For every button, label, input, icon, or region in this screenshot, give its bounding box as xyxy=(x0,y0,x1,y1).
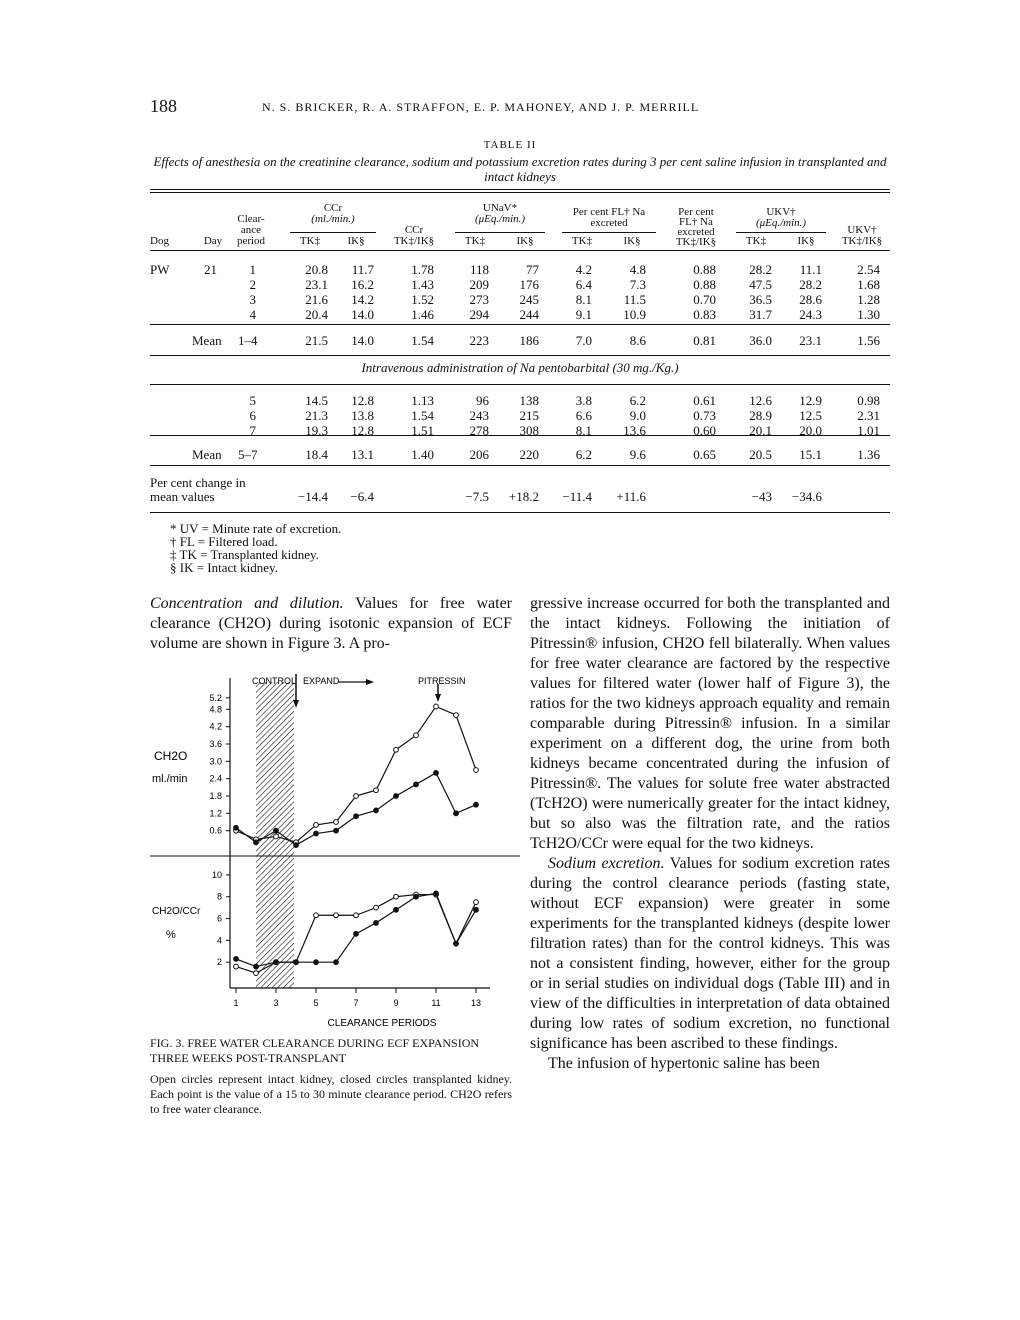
cell-una-ik: 215 xyxy=(519,408,539,423)
table-top-rule xyxy=(150,189,890,190)
cell-fl-ik: 8.6 xyxy=(629,333,646,348)
header-ukv-unit: (μEq./min.) xyxy=(755,217,807,229)
cell-una-tk: 96 xyxy=(476,393,489,408)
x-tick-label: 7 xyxy=(353,998,359,1008)
header-una-tk: TK‡ xyxy=(464,235,486,247)
table-rule-group1 xyxy=(150,324,890,325)
bottom-ylabel-2: % xyxy=(166,929,176,941)
right-paragraph-2-text: Values for sodium excretion rates during the control clearance periods (fasting state, without ECF expansion) were greater in some experiments for the transplanted kidneys (despite lower filtration rates) than for the control kidneys. This was not a consistent finding, however, either for the group or in serial studies on individual dogs (Table III) and in view of the difficulties in interpretation of data obtained during low rates of sodium excretion, no functional significance has been ascribed to these findings. xyxy=(530,855,890,1052)
table-rule-mean2 xyxy=(150,465,890,466)
cell-fl-ratio: 0.60 xyxy=(693,423,716,438)
cell-ukv-ratio: 1.01 xyxy=(857,423,880,438)
cell-period: 7 xyxy=(249,423,256,438)
bottom-point-transplanted xyxy=(274,960,279,965)
cell-ukv-tk: 28.9 xyxy=(749,408,772,423)
cell-ukv-ik: 24.3 xyxy=(799,307,822,322)
cell-fl-tk: 3.8 xyxy=(575,393,592,408)
right-text xyxy=(530,594,890,1074)
y-tick-label: 4.8 xyxy=(209,704,222,715)
cell-ukv-ratio: 1.28 xyxy=(857,292,880,307)
header-ccr-ratio-bottom: TK‡/IK§ xyxy=(393,235,435,247)
bottom-point-transplanted xyxy=(254,964,259,969)
cell-ccr-tk: 14.5 xyxy=(305,393,328,408)
cell-ukv-ik: 28.2 xyxy=(799,277,822,292)
cell-ukv-tk: 36.5 xyxy=(749,292,772,307)
top-point-transplanted xyxy=(354,814,359,819)
y-tick-label: 2.4 xyxy=(209,773,222,784)
figure-caption-title: FIG. 3. FREE WATER CLEARANCE DURING ECF EXPANSION THREE WEEKS POST-TRANSPLANT xyxy=(150,1036,480,1065)
header-ukv: UKV† xyxy=(766,206,796,218)
top-point-intact xyxy=(454,713,459,718)
top-point-transplanted xyxy=(234,825,239,830)
table-rule-iv xyxy=(150,384,890,385)
top-point-transplanted xyxy=(454,811,459,816)
pct-change-label-1: Per cent change in xyxy=(150,475,246,490)
top-ylabel-2: ml./min xyxy=(152,773,188,785)
top-point-transplanted xyxy=(334,828,339,833)
cell-period: 4 xyxy=(249,307,256,322)
figure-caption xyxy=(150,1036,512,1117)
header-period-3: period xyxy=(236,235,266,247)
x-tick-label: 5 xyxy=(313,998,319,1008)
cell-fl-ratio: 0.83 xyxy=(693,307,716,322)
right-paragraph-3: The infusion of hypertonic saline has been xyxy=(548,1055,820,1072)
y-tick-label: 2 xyxy=(216,957,222,968)
cell-ukv-ratio: 1.30 xyxy=(857,307,880,322)
footnote-tk: ‡ TK = Transplanted kidney. xyxy=(170,547,319,562)
cell-fl-ik: 13.6 xyxy=(623,423,646,438)
cell-fl-ik: 9.0 xyxy=(629,408,646,423)
cell-ukv-ratio: 1.56 xyxy=(857,333,880,348)
cell-una-tk: −7.5 xyxy=(465,489,489,504)
mean-range: 1–4 xyxy=(238,333,258,348)
header-pctratio: Per cent xyxy=(678,206,714,218)
bottom-point-intact xyxy=(394,894,399,899)
cell-fl-ratio: 0.61 xyxy=(693,393,716,408)
top-point-intact xyxy=(414,733,419,738)
header-pctfl-ik: IK§ xyxy=(623,235,641,247)
cell-period: 3 xyxy=(249,292,256,307)
bottom-point-transplanted xyxy=(374,921,379,926)
cell-fl-ratio: 0.73 xyxy=(693,408,716,423)
cell-period: 1 xyxy=(249,262,256,277)
cell-fl-tk: 6.4 xyxy=(575,277,592,292)
mean-label: Mean xyxy=(192,333,222,348)
cell-una-ik: 186 xyxy=(519,333,539,348)
cell-ukv-tk: −43 xyxy=(751,489,772,504)
cell-period: 2 xyxy=(249,277,256,292)
ccr-subrule xyxy=(290,232,376,233)
bottom-point-intact xyxy=(334,913,339,918)
bottom-point-transplanted xyxy=(454,941,459,946)
right-paragraph-2 xyxy=(530,854,890,1054)
cell-ukv-ik: 20.0 xyxy=(799,423,822,438)
ukv-subrule xyxy=(736,232,826,233)
cell-fl-ratio: 0.70 xyxy=(693,292,716,307)
table-rule-mean1 xyxy=(150,355,890,356)
figure-caption-text: Open circles represent intact kidney, closed circles transplanted kidney. Each point is the value of a 15 to 30 minute clearance period. CH2O refers to free water clearance. xyxy=(150,1072,512,1116)
cell-una-ik: +18.2 xyxy=(508,489,539,504)
header-pctratio-2: FL† Na xyxy=(679,216,713,228)
cell-fl-tk: 6.6 xyxy=(575,408,592,423)
cell-ccr-tk: 18.4 xyxy=(305,447,328,462)
x-tick-label: 13 xyxy=(470,998,482,1008)
cell-una-tk: 223 xyxy=(469,333,489,348)
bottom-point-transplanted xyxy=(394,907,399,912)
expand-arrowhead-icon xyxy=(366,679,374,685)
cell-ccr-tk: 20.8 xyxy=(305,262,328,277)
cell-ukv-tk: 36.0 xyxy=(749,333,772,348)
dog-id: PW xyxy=(150,262,170,277)
y-tick-label: 8 xyxy=(216,891,222,902)
x-tick-label: 9 xyxy=(393,998,399,1008)
header-ccr-ratio: CCr xyxy=(404,224,424,236)
table-top-rule-2 xyxy=(150,192,890,193)
cell-ukv-ik: 15.1 xyxy=(799,447,822,462)
una-subrule xyxy=(455,232,545,233)
top-point-intact xyxy=(274,834,279,839)
cell-ccr-ratio: 1.54 xyxy=(411,333,434,348)
header-una-ik: IK§ xyxy=(516,235,534,247)
top-point-transplanted xyxy=(394,794,399,799)
cell-fl-ik: 9.6 xyxy=(629,447,646,462)
cell-ccr-ik: 14.0 xyxy=(351,307,374,322)
bottom-point-transplanted xyxy=(234,957,239,962)
cell-una-ik: 176 xyxy=(519,277,539,292)
cell-una-ik: 308 xyxy=(519,423,539,438)
header-una-unit: (μEq./min.) xyxy=(474,213,526,225)
header-ukv-tk: TK‡ xyxy=(745,235,767,247)
top-point-intact xyxy=(394,747,399,752)
cell-fl-ratio: 0.88 xyxy=(693,277,716,292)
cell-una-ik: 77 xyxy=(526,262,539,277)
bottom-point-intact xyxy=(354,913,359,918)
cell-una-tk: 118 xyxy=(469,262,489,277)
y-tick-label: 1.2 xyxy=(209,808,222,819)
cell-fl-tk: 8.1 xyxy=(575,292,592,307)
header-pctfl-2: excreted xyxy=(590,217,628,229)
header-ccr-ik: IK§ xyxy=(347,235,365,247)
y-tick-label: 4 xyxy=(216,935,222,946)
top-point-transplanted xyxy=(414,782,419,787)
cell-ccr-tk: 20.4 xyxy=(305,307,328,322)
top-point-intact xyxy=(434,704,439,709)
header-ukv-ik: IK§ xyxy=(797,235,815,247)
cell-ccr-ratio: 1.54 xyxy=(411,408,434,423)
top-ylabel-1: CH2O xyxy=(154,749,188,763)
mean-range: 5–7 xyxy=(238,447,258,462)
cell-fl-tk: 7.0 xyxy=(575,333,592,348)
header-pctfl-tk: TK‡ xyxy=(571,235,593,247)
cell-ccr-tk: 21.6 xyxy=(305,292,328,307)
y-tick-label: 3.6 xyxy=(209,739,222,749)
cell-ccr-tk: 21.3 xyxy=(305,408,328,423)
cell-una-ik: 244 xyxy=(519,307,539,322)
header-ccr: CCr xyxy=(323,202,343,214)
cell-ukv-ratio: 0.98 xyxy=(857,393,880,408)
header-dog: Dog xyxy=(150,235,169,247)
cell-ccr-ratio: 1.78 xyxy=(411,262,434,277)
bottom-point-intact xyxy=(254,971,259,976)
cell-ukv-ik: 12.5 xyxy=(799,408,822,423)
top-point-intact xyxy=(354,794,359,799)
x-tick-label: 3 xyxy=(273,998,279,1008)
header-day: Day xyxy=(203,235,223,247)
cell-fl-ratio: 0.88 xyxy=(693,262,716,277)
cell-una-ik: 138 xyxy=(519,393,539,408)
cell-fl-ik: 11.5 xyxy=(623,292,646,307)
bottom-point-intact xyxy=(234,964,239,969)
cell-ukv-tk: 12.6 xyxy=(749,393,772,408)
top-point-intact xyxy=(474,768,479,773)
footnote-ik: § IK = Intact kidney. xyxy=(170,560,278,575)
cell-una-tk: 273 xyxy=(469,292,489,307)
top-point-transplanted xyxy=(274,828,279,833)
top-point-intact xyxy=(374,788,379,793)
cell-fl-tk: 6.2 xyxy=(575,447,592,462)
top-point-transplanted xyxy=(434,770,439,775)
cell-una-tk: 209 xyxy=(469,277,489,292)
cell-fl-tk: 8.1 xyxy=(575,423,592,438)
cell-fl-ik: 4.8 xyxy=(629,262,646,277)
figure-3 xyxy=(150,668,520,1038)
cell-ccr-tk: 23.1 xyxy=(305,277,328,292)
pctfl-subrule xyxy=(562,232,656,233)
y-tick-label: 6 xyxy=(216,913,222,924)
cell-una-tk: 278 xyxy=(469,423,489,438)
header-pctfl: Per cent FL† Na xyxy=(572,206,646,218)
cell-ccr-tk: 21.5 xyxy=(305,333,328,348)
cell-ccr-ratio: 1.52 xyxy=(411,292,434,307)
cell-ukv-ratio: 2.54 xyxy=(857,262,880,277)
cell-ccr-ik: −6.4 xyxy=(350,489,374,504)
cell-ccr-ratio: 1.46 xyxy=(411,307,434,322)
cell-ukv-ik: 23.1 xyxy=(799,333,822,348)
bottom-point-transplanted xyxy=(434,891,439,896)
bottom-point-transplanted xyxy=(334,960,339,965)
day-value: 21 xyxy=(204,262,217,277)
header-period-2: ance xyxy=(240,224,262,236)
cell-una-tk: 294 xyxy=(469,307,489,322)
bottom-point-transplanted xyxy=(314,960,319,965)
table-label: TABLE II xyxy=(483,139,537,151)
cell-ukv-tk: 28.2 xyxy=(749,262,772,277)
cell-fl-ratio: 0.81 xyxy=(693,333,716,348)
footnotes xyxy=(170,522,341,574)
top-point-transplanted xyxy=(474,802,479,807)
bottom-point-transplanted xyxy=(414,894,419,899)
y-tick-label: 0.6 xyxy=(209,825,222,836)
footnote-fl: † FL = Filtered load. xyxy=(170,534,278,549)
cell-ccr-tk: −14.4 xyxy=(297,489,328,504)
cell-ukv-ratio: 1.68 xyxy=(857,277,880,292)
top-point-transplanted xyxy=(294,843,299,848)
bottom-point-intact xyxy=(314,913,319,918)
cell-ukv-ratio: 2.31 xyxy=(857,408,880,423)
cell-ccr-ratio: 1.43 xyxy=(411,277,434,292)
cell-ccr-ik: 12.8 xyxy=(351,423,374,438)
cell-ccr-ik: 16.2 xyxy=(351,277,374,292)
table-bottom-rule xyxy=(150,512,890,513)
bottom-point-transplanted xyxy=(354,931,359,936)
cell-una-ik: 220 xyxy=(519,447,539,462)
bottom-point-transplanted xyxy=(474,907,479,912)
cell-ukv-ik: 11.1 xyxy=(799,262,822,277)
x-tick-label: 11 xyxy=(431,998,441,1008)
page-number: 188 xyxy=(150,96,177,116)
cell-fl-ik: 10.9 xyxy=(623,307,646,322)
header-pctratio-3: excreted xyxy=(677,226,715,238)
cell-ccr-ik: 13.1 xyxy=(351,447,374,462)
x-tick-label: 1 xyxy=(233,998,239,1008)
cell-fl-ik: +11.6 xyxy=(616,489,646,504)
table-caption: Effects of anesthesia on the creatinine clearance, sodium and potassium excretion rates during 3 per cent saline infusion in transplanted and intact kidneys xyxy=(153,154,887,184)
bottom-point-intact xyxy=(374,905,379,910)
y-tick-label: 3.0 xyxy=(209,756,222,767)
cell-ukv-tk: 47.5 xyxy=(749,277,772,292)
top-point-intact xyxy=(334,820,339,825)
chart-marks xyxy=(209,693,481,1008)
bottom-point-intact xyxy=(474,900,479,905)
cell-ukv-tk: 20.1 xyxy=(749,423,772,438)
header-ccr-unit: (ml./min.) xyxy=(311,213,355,225)
cell-ukv-ik: −34.6 xyxy=(791,489,822,504)
cell-ccr-ik: 14.2 xyxy=(351,292,374,307)
cell-ukv-tk: 20.5 xyxy=(749,447,772,462)
y-tick-label: 1.8 xyxy=(209,791,222,801)
section-heading-sodium: Sodium excretion. xyxy=(548,855,665,872)
running-head: N. S. BRICKER, R. A. STRAFFON, E. P. MAHONEY, AND J. P. MERRILL xyxy=(262,100,700,114)
cell-fl-tk: −11.4 xyxy=(562,489,592,504)
cell-fl-ratio: 0.65 xyxy=(693,447,716,462)
cell-fl-ik: 6.2 xyxy=(629,393,646,408)
cell-ccr-tk: 19.3 xyxy=(305,423,328,438)
label-expand: EXPAND xyxy=(303,676,340,686)
cell-ccr-ik: 11.7 xyxy=(351,262,374,277)
bottom-point-transplanted xyxy=(294,960,299,965)
cell-una-tk: 243 xyxy=(469,408,489,423)
top-point-intact xyxy=(314,822,319,827)
cell-ukv-ik: 28.6 xyxy=(799,292,822,307)
cell-ccr-ratio: 1.51 xyxy=(411,423,434,438)
cell-period: 5 xyxy=(249,393,256,408)
cell-una-ik: 245 xyxy=(519,292,539,307)
top-point-transplanted xyxy=(314,831,319,836)
y-tick-label: 10 xyxy=(211,869,222,880)
cell-period: 6 xyxy=(249,408,256,423)
bottom-ylabel-1: CH2O/CCr xyxy=(152,906,201,917)
top-point-transplanted xyxy=(254,840,259,845)
header-ccr-tk: TK‡ xyxy=(299,235,321,247)
x-axis-label: CLEARANCE PERIODS xyxy=(327,1018,437,1029)
cell-ukv-tk: 31.7 xyxy=(749,307,772,322)
cell-ccr-ik: 14.0 xyxy=(351,333,374,348)
cell-fl-tk: 9.1 xyxy=(575,307,592,322)
header-ukv-ratio-bottom: TK‡/IK§ xyxy=(841,235,883,247)
cell-ccr-ik: 13.8 xyxy=(351,408,374,423)
cell-ccr-ratio: 1.13 xyxy=(411,393,434,408)
label-control: CONTROL xyxy=(252,676,297,686)
y-tick-label: 5.2 xyxy=(209,692,222,703)
mean-label: Mean xyxy=(192,447,222,462)
cell-fl-ik: 7.3 xyxy=(629,277,646,292)
table-header-rule xyxy=(150,250,890,251)
cell-ukv-ratio: 1.36 xyxy=(857,447,880,462)
footnote-uv: * UV = Minute rate of excretion. xyxy=(170,521,342,536)
cell-ccr-ratio: 1.40 xyxy=(411,447,434,462)
label-pitressin: PITRESSIN xyxy=(418,676,466,686)
header-period-1: Clear- xyxy=(237,213,265,225)
y-tick-label: 4.2 xyxy=(209,721,222,732)
iv-note: Intravenous administration of Na pentobarbital (30 mg./Kg.) xyxy=(361,360,679,375)
header-pctratio-4: TK‡/IK§ xyxy=(675,236,717,248)
header-una: UNaV* xyxy=(482,202,518,214)
right-paragraph-1: gressive increase occurred for both the transplanted and the intact kidneys. Following the initiation of Pitressin® infusion, CH2O fell bilaterally. When values for free water clearance are factored by the respective values for filtered water (lower half of Figure 3), the ratios for the two kidneys approach equality and remain comparable during Pitressin® infusion. In a similar experiment on a different dog, the urine from both kidneys became concentrated during the infusion of Pitressin®. The values for solute free water abstracted (TcH2O) were numerically greater for the intact kidney, but so also was the filtration rate, and the ratios TcH2O/CCr were equal for the two kidneys. xyxy=(530,595,890,852)
cell-una-tk: 206 xyxy=(469,447,489,462)
pct-change-label-2: mean values xyxy=(150,489,215,504)
cell-fl-tk: 4.2 xyxy=(575,262,592,277)
section-heading-concentration: Concentration and dilution. xyxy=(150,595,344,612)
cell-ccr-ik: 12.8 xyxy=(351,393,374,408)
cell-ukv-ik: 12.9 xyxy=(799,393,822,408)
left-paragraph: Values for free water clearance (CH2O) during isotonic expansion of ECF volume are shown in Figure 3. A pro- xyxy=(150,595,512,652)
header-ukv-ratio: UKV† xyxy=(847,224,877,236)
left-text xyxy=(150,594,512,654)
pitressin-arrow-icon xyxy=(435,694,441,702)
top-point-transplanted xyxy=(374,808,379,813)
